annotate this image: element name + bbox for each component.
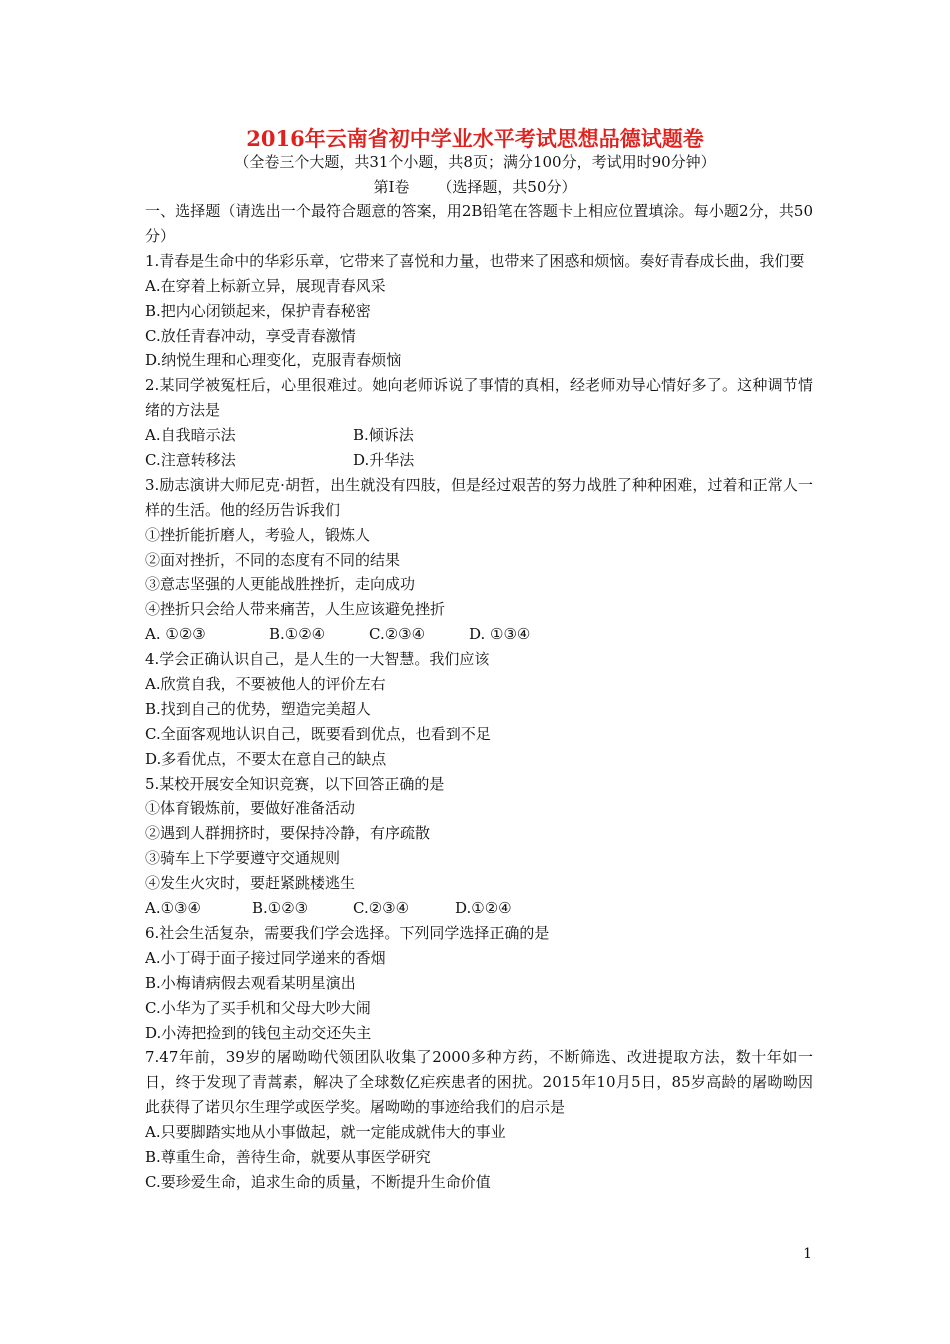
- question-option: A. ①②③: [145, 625, 206, 644]
- question-stem: 1.青春是生命中的华彩乐章，它带来了喜悦和力量，也带来了困惑和烦恼。奏好青春成长曲，我们要: [145, 251, 805, 270]
- question-statement: ③骑车上下学要遵守交通规则: [145, 849, 341, 868]
- question-option: A.欣赏自我，不要被他人的评价左右: [145, 675, 386, 694]
- exam-subtitle: （全卷三个大题，共31个小题，共8页；满分100分，考试用时90分钟）: [234, 153, 716, 171]
- question-option: B.倾诉法: [353, 426, 414, 445]
- question-option: C.②③④: [353, 899, 410, 918]
- question-option: B.①②③: [252, 899, 309, 918]
- question-option: C.小华为了买手机和父母大吵大闹: [145, 998, 371, 1017]
- question-option: A.小丁碍于面子接过同学递来的香烟: [145, 948, 386, 967]
- question-option: A.只要脚踏实地从小事做起，就一定能成就伟大的事业: [145, 1123, 506, 1142]
- section-instruction: 一、选择题（请选出一个最符合题意的答案，用2B铅笔在答题卡上相应位置填涂。每小题2分，共50分）: [145, 202, 813, 245]
- question-stem: 3.励志演讲大师尼克·胡哲，出生就没有四肢，但是经过艰苦的努力战胜了种种困难，过着和正常人一样的生活。他的经历告诉我们: [145, 475, 813, 519]
- question-option: D.纳悦生理和心理变化，克服青春烦恼: [145, 351, 402, 370]
- question-option: D.升华法: [353, 450, 415, 469]
- question-option: A.①③④: [145, 899, 201, 918]
- option-row: [145, 448, 813, 473]
- question-stem: 7.47年前，39岁的屠呦呦代领团队收集了2000多种方药，不断筛选、改进提取方法，数十年如一日，终于发现了青蒿素，解决了全球数亿疟疾患者的困扰。2015年10月5日，85岁高龄的屠呦呦因此获得了诺贝尔生理学或医学奖。屠呦呦的事迹给我们的启示是: [145, 1048, 813, 1117]
- question-statement: ①挫折能折磨人，考验人，锻炼人: [145, 525, 371, 544]
- question-option: D.小涛把捡到的钱包主动交还失主: [145, 1023, 372, 1042]
- question-statement: ④挫折只会给人带来痛苦，人生应该避免挫折: [145, 600, 446, 619]
- option-row: [145, 622, 813, 647]
- question-statement: ③意志坚强的人更能战胜挫折，走向成功: [145, 575, 416, 594]
- exam-title: 2016年云南省初中学业水平考试思想品德试题卷: [246, 126, 704, 151]
- page-number: 1: [803, 1246, 812, 1262]
- part-heading: [0, 176, 950, 198]
- question-option: D.①②④: [455, 899, 512, 918]
- question-statement: ①体育锻炼前，要做好准备活动: [145, 799, 356, 818]
- exam-body: [145, 199, 813, 1195]
- question-option: B.尊重生命，善待生命，就要从事医学研究: [145, 1148, 431, 1166]
- question-stem: 4.学会正确认识自己，是人生的一大智慧。我们应该: [145, 650, 490, 669]
- question-option: B.把内心闭锁起来，保护青春秘密: [145, 301, 371, 320]
- question-option: C.要珍爱生命，追求生命的质量，不断提升生命价值: [145, 1172, 491, 1191]
- question-stem: 5.某校开展安全知识竞赛，以下回答正确的是: [145, 774, 445, 793]
- option-row: [145, 423, 813, 448]
- part-label: 第Ⅰ卷: [373, 178, 410, 196]
- question-statement: ②面对挫折，不同的态度有不同的结果: [145, 550, 401, 569]
- part-note: （选择题，共50分）: [437, 178, 577, 196]
- question-option: C.放任青春冲动，享受青春激情: [145, 326, 356, 345]
- question-option: D. ①③④: [469, 625, 531, 644]
- question-stem: 6.社会生活复杂，需要我们学会选择。下列同学选择正确的是: [145, 923, 550, 942]
- question-option: B.小梅请病假去观看某明星演出: [145, 973, 356, 992]
- question-option: D.多看优点，不要太在意自己的缺点: [145, 749, 387, 768]
- question-option: A.在穿着上标新立异，展现青春风采: [145, 276, 386, 295]
- question-option: C.注意转移法: [145, 450, 236, 469]
- question-option: B.①②④: [269, 625, 326, 644]
- option-row: [145, 896, 813, 921]
- question-option: B.找到自己的优势，塑造完美超人: [145, 699, 371, 718]
- question-option: C.②③④: [369, 625, 426, 644]
- question-stem: 2.某同学被冤枉后，心里很难过。她向老师诉说了事情的真相，经老师劝导心情好多了。这种调节情绪的方法是: [145, 376, 813, 420]
- question-option: A.自我暗示法: [145, 426, 236, 445]
- question-statement: ②遇到人群拥挤时，要保持冷静，有序疏散: [145, 824, 431, 843]
- question-statement: ④发生火灾时，要赶紧跳楼逃生: [145, 874, 356, 893]
- question-option: C.全面客观地认识自己，既要看到优点，也看到不足: [145, 724, 491, 743]
